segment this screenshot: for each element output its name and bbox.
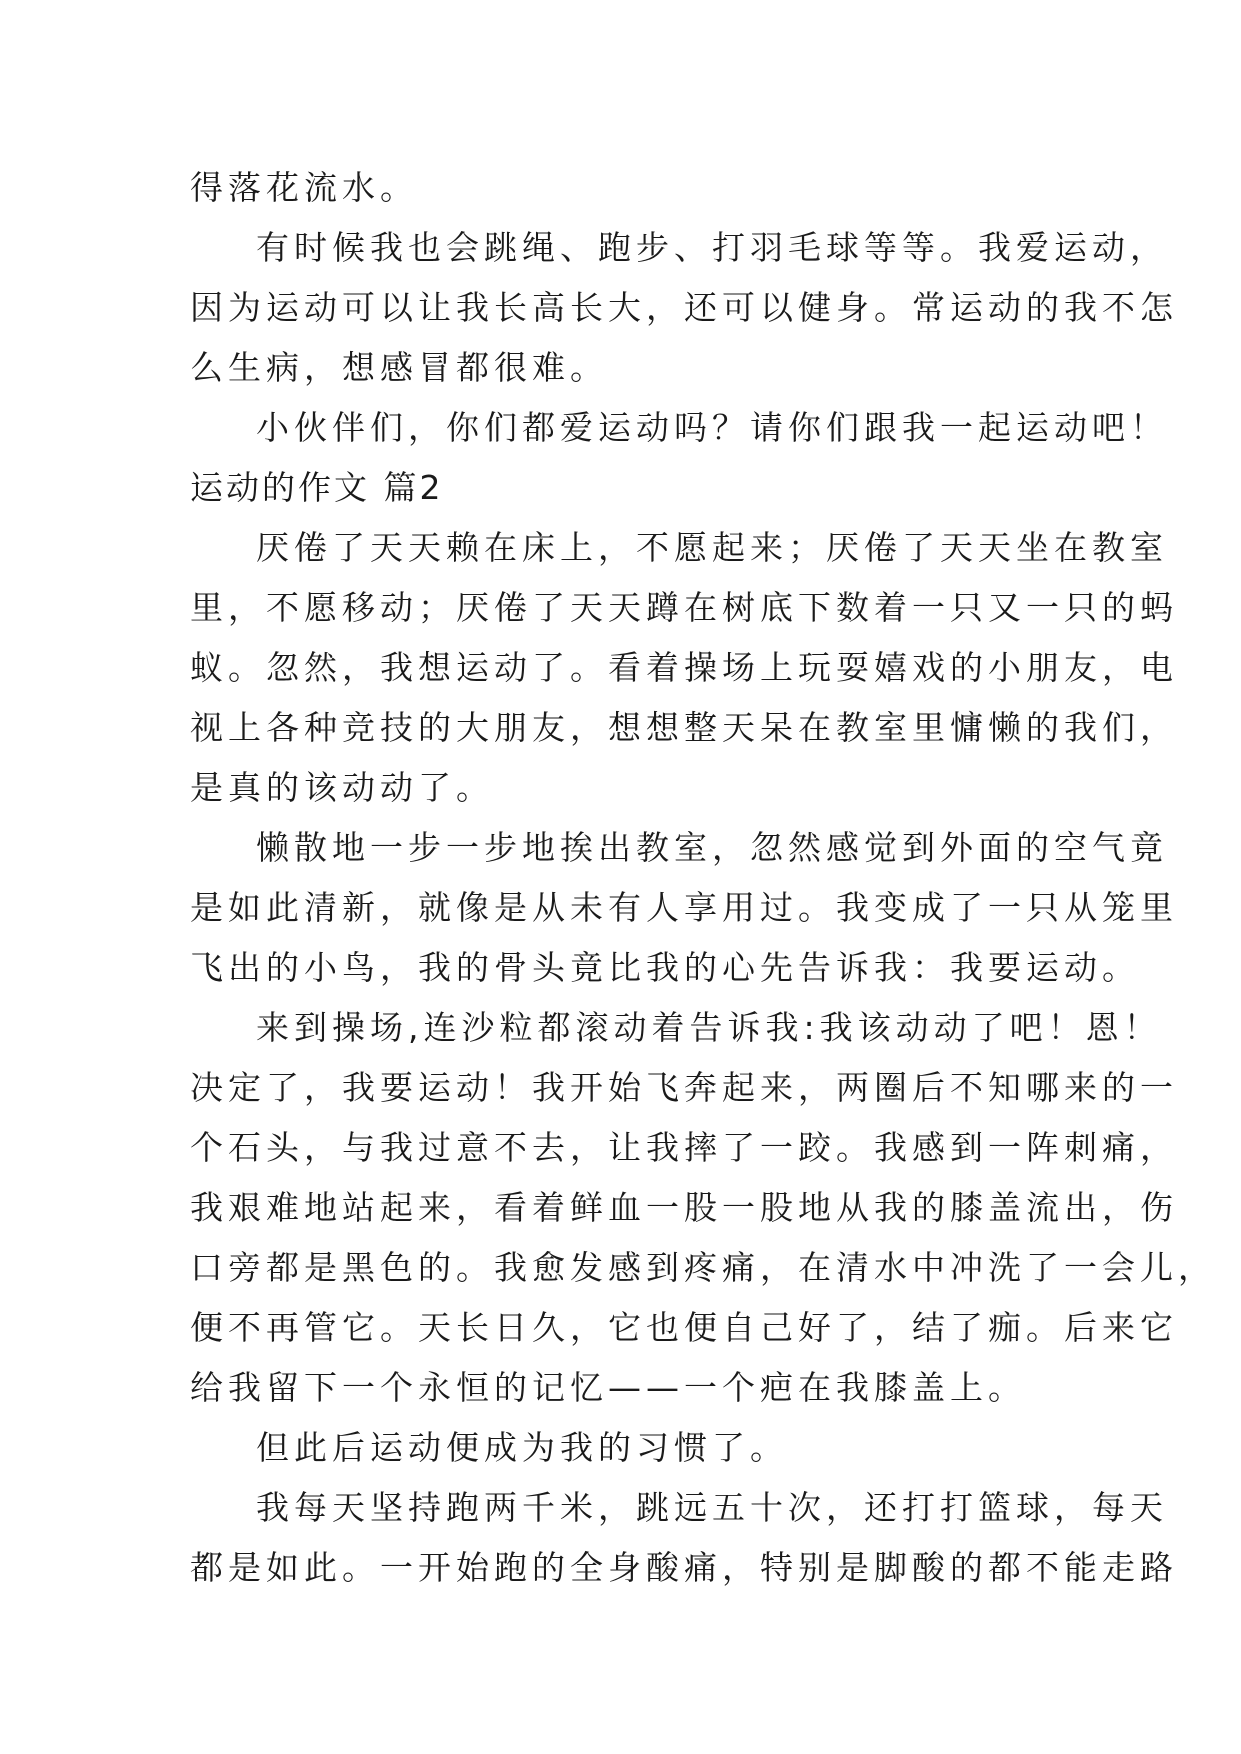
text-line: 厌倦了天天赖在床上，不愿起来；厌倦了天天坐在教室 bbox=[256, 528, 1168, 567]
text-line: 有时候我也会跳绳、跑步、打羽毛球等等。我爱运动， bbox=[256, 228, 1168, 267]
text-line: 是如此清新，就像是从未有人享用过。我变成了一只从笼里 bbox=[190, 888, 1178, 927]
text-line: 懒散地一步一步地挨出教室，忽然感觉到外面的空气竟 bbox=[256, 828, 1168, 867]
text-line: 口旁都是黑色的。我愈发感到疼痛，在清水中冲洗了一会儿， bbox=[190, 1248, 1216, 1287]
document-body bbox=[190, 158, 1216, 1598]
text-line: 小伙伴们，你们都爱运动吗？请你们跟我一起运动吧！ bbox=[256, 408, 1168, 447]
text-line: 我每天坚持跑两千米，跳远五十次，还打打篮球，每天 bbox=[256, 1488, 1168, 1527]
text-line: 视上各种竞技的大朋友，想想整天呆在教室里慵懒的我们， bbox=[190, 708, 1178, 747]
text-line: 因为运动可以让我长高长大，还可以健身。常运动的我不怎 bbox=[190, 288, 1178, 327]
section-heading: 运动的作文 篇2 bbox=[190, 468, 444, 507]
text-line: 蚁。忽然，我想运动了。看着操场上玩耍嬉戏的小朋友，电 bbox=[190, 648, 1178, 687]
text-line: 便不再管它。天长日久，它也便自己好了，结了痂。后来它 bbox=[190, 1308, 1178, 1347]
text-line: 决定了，我要运动！我开始飞奔起来，两圈后不知哪来的一 bbox=[190, 1068, 1178, 1107]
text-line: 给我留下一个永恒的记忆——一个疤在我膝盖上。 bbox=[190, 1368, 1026, 1407]
text-line: 是真的该动动了。 bbox=[190, 768, 494, 807]
text-line: 我艰难地站起来，看着鲜血一股一股地从我的膝盖流出，伤 bbox=[190, 1188, 1178, 1227]
text-line: 都是如此。一开始跑的全身酸痛，特别是脚酸的都不能走路 bbox=[190, 1548, 1178, 1587]
text-line: 得落花流水。 bbox=[190, 168, 418, 207]
text-line: 里，不愿移动；厌倦了天天蹲在树底下数着一只又一只的蚂 bbox=[190, 588, 1178, 627]
text-line: 来到操场,连沙粒都滚动着告诉我:我该动动了吧！恩！ bbox=[256, 1008, 1162, 1047]
text-line: 么生病，想感冒都很难。 bbox=[190, 348, 608, 387]
text-line: 但此后运动便成为我的习惯了。 bbox=[256, 1428, 788, 1467]
text-line: 飞出的小鸟，我的骨头竟比我的心先告诉我：我要运动。 bbox=[190, 948, 1140, 987]
text-line: 个石头，与我过意不去，让我摔了一跤。我感到一阵刺痛， bbox=[190, 1128, 1178, 1167]
